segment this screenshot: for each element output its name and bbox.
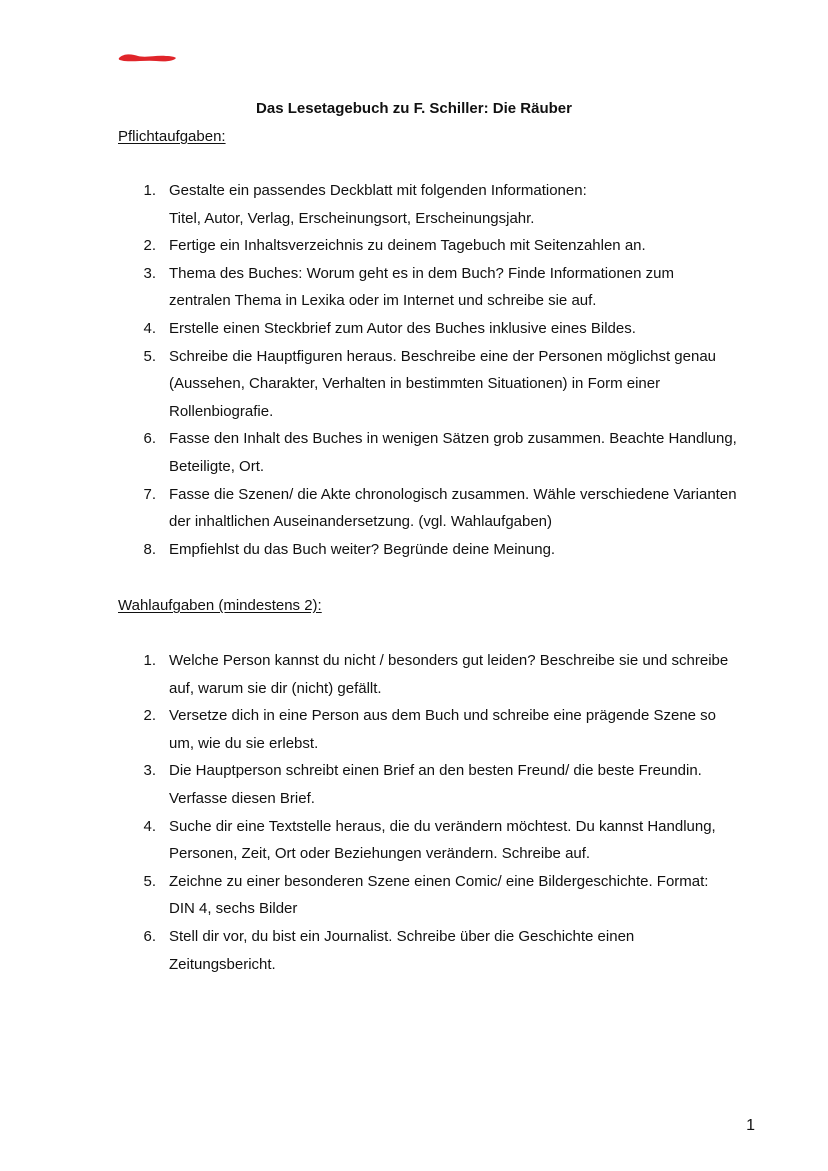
section-heading-wahlaufgaben: Wahlaufgaben (mindestens 2):: [118, 597, 322, 614]
item-text: Thema des Buches: Worum geht es in dem Buch? Finde Informationen zum zentralen Thema in Lexika oder im Internet und schreibe sie auf.: [169, 264, 674, 310]
item-text: Empfiehlst du das Buch weiter? Begründe deine Meinung.: [169, 540, 556, 558]
item-text: Schreibe die Hauptfiguren heraus. Beschreibe eine der Personen möglichst genau (Aussehen, Charakter, Verhalten in bestimmten Situationen) in Form einer Rollenbiografie.: [169, 347, 717, 420]
list-item: [0, 813, 828, 868]
list-item: [0, 425, 828, 480]
list-item: [0, 343, 828, 426]
list-item: [0, 315, 828, 343]
list-item: [0, 232, 828, 260]
list-item: [0, 923, 828, 978]
list-item: [0, 702, 828, 757]
item-text: Fertige ein Inhaltsverzeichnis zu deinem Tagebuch mit Seitenzahlen an.: [169, 237, 646, 255]
item-number: 6.: [143, 927, 156, 945]
list-item: [0, 260, 828, 315]
item-number: 5.: [143, 872, 156, 890]
item-text: Gestalte ein passendes Deckblatt mit folgenden Informationen: Titel, Autor, Verlag, Erscheinungsort, Erscheinungsjahr.: [169, 182, 587, 227]
item-number: 4.: [143, 817, 156, 835]
item-number: 4.: [143, 319, 156, 337]
section-heading-pflichtaufgaben: Pflichtaufgaben:: [118, 128, 226, 145]
item-number: 1.: [143, 182, 156, 199]
list-item: [0, 177, 828, 232]
list-item: [0, 481, 828, 536]
list-item: [0, 868, 828, 923]
item-number: 7.: [143, 485, 156, 503]
item-text: Die Hauptperson schreibt einen Brief an den besten Freund/ die beste Freundin. Verfasse diesen Brief.: [169, 762, 702, 807]
item-number: 3.: [143, 264, 156, 282]
item-text: Zeichne zu einer besonderen Szene einen Comic/ eine Bildergeschichte. Format: DIN 4, sechs Bilder: [169, 872, 709, 918]
item-number: 6.: [143, 430, 156, 448]
list-item: [0, 536, 828, 564]
item-text: Suche dir eine Textstelle heraus, die du verändern möchtest. Du kannst Handlung, Personen, Zeit, Ort oder Beziehungen verändern. Schreibe auf.: [169, 817, 716, 863]
item-text: Welche Person kannst du nicht / besonders gut leiden? Beschreibe sie und schreibe auf, warum sie dir (nicht) gefällt.: [169, 652, 729, 697]
item-number: 2.: [143, 707, 156, 725]
item-text: Fasse die Szenen/ die Akte chronologisch zusammen. Wähle verschiedene Varianten der inhaltlichen Auseinandersetzung. (vgl. Wahlaufgaben): [169, 485, 737, 531]
redaction-mark: [116, 50, 178, 64]
item-number: 2.: [143, 237, 156, 255]
item-text: Stell dir vor, du bist ein Journalist. Schreibe über die Geschichte einen Zeitungsbericht.: [169, 927, 635, 973]
item-number: 3.: [143, 762, 156, 780]
item-text: Versetze dich in eine Person aus dem Buch und schreibe eine prägende Szene so um, wie du sie erlebst.: [169, 707, 717, 752]
item-text: Fasse den Inhalt des Buches in wenigen Sätzen grob zusammen. Beachte Handlung, Beteiligte, Ort.: [169, 430, 737, 475]
wahlaufgaben-list: [0, 647, 828, 978]
item-number: 1.: [143, 652, 156, 669]
item-number: 8.: [143, 540, 156, 558]
page-number: 1: [746, 1117, 755, 1134]
item-text: Erstelle einen Steckbrief zum Autor des Buches inklusive eines Bildes.: [169, 319, 636, 337]
item-number: 5.: [143, 347, 156, 365]
document-title: Das Lesetagebuch zu F. Schiller: Die Räuber: [256, 100, 572, 117]
pflichtaufgaben-list: [0, 177, 828, 563]
list-item: [0, 757, 828, 812]
list-item: [0, 647, 828, 702]
